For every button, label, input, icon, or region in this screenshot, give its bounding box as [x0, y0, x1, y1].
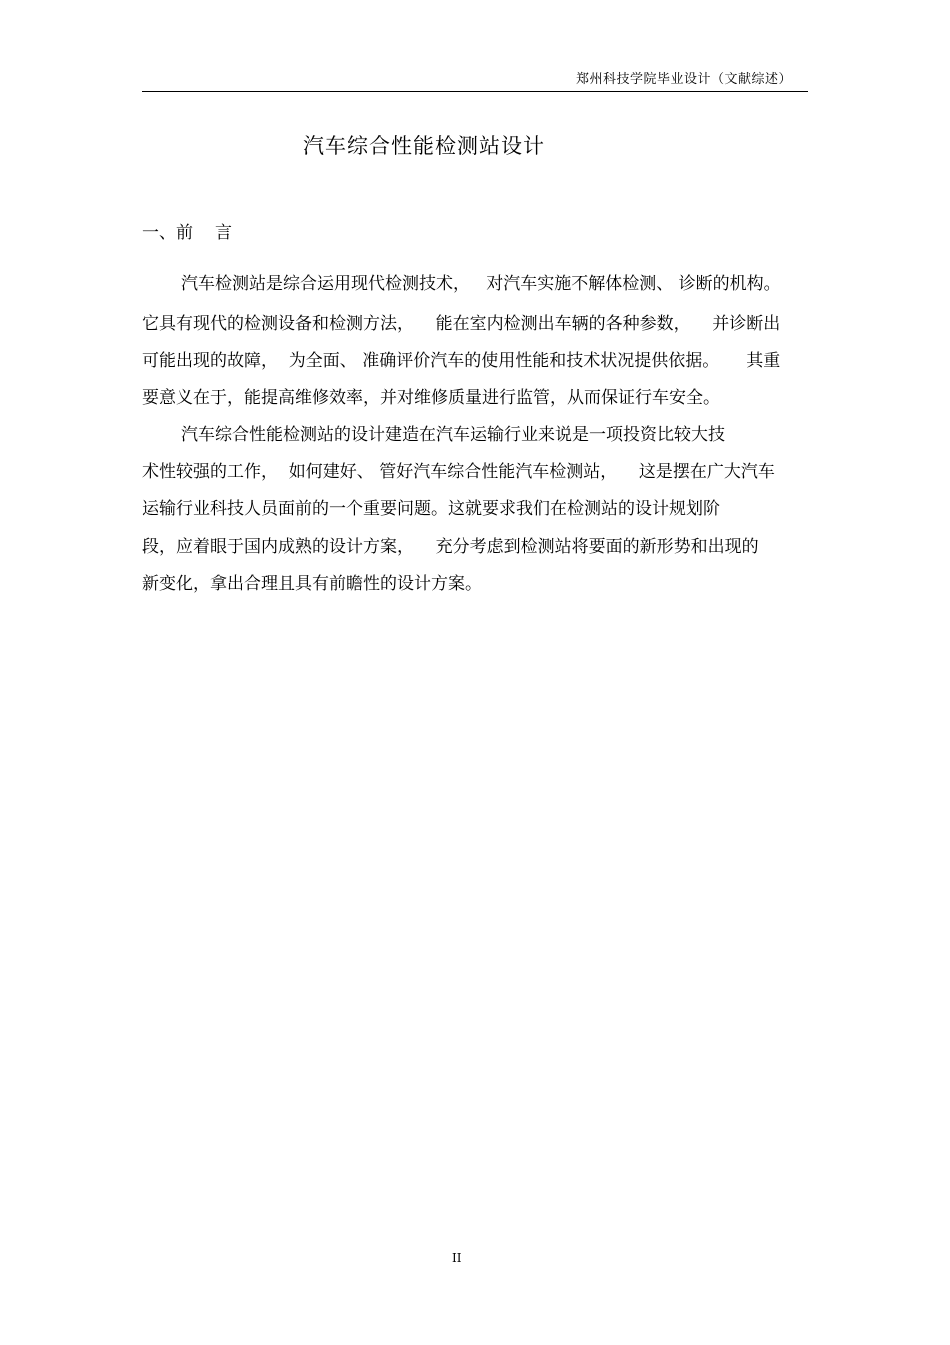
running-header: 郑州科技学院毕业设计（文献综述） — [575, 72, 792, 87]
header-rule — [142, 91, 808, 92]
section-heading — [142, 218, 232, 243]
page-number: II — [452, 1251, 462, 1265]
paragraph-line: 术性较强的工作， 如何建好、 管好汽车综合性能汽车检测站， 这是摆在广大汽车 — [142, 462, 775, 482]
paragraph-line: 运输行业科技人员面前的一个重要问题。这就要求我们在检测站的设计规划阶 — [142, 499, 720, 519]
paragraph-line: 汽车综合性能检测站的设计建造在汽车运输行业来说是一项投资比较大技 — [181, 425, 725, 445]
paragraph-line: 汽车检测站是综合运用现代检测技术， 对汽车实施不解体检测、 诊断的机构。 — [181, 274, 781, 294]
section-heading-left: 前 — [176, 223, 193, 243]
paragraph-line: 段，应着眼于国内成熟的设计方案， 充分考虑到检测站将要面的新形势和出现的 — [142, 537, 759, 557]
section-heading-right: 言 — [215, 223, 232, 243]
paragraph-line: 可能出现的故障， 为全面、 准确评价汽车的使用性能和技术状况提供依据。 其重 — [142, 351, 781, 371]
section-number: 一、 — [142, 223, 176, 243]
paragraph-line: 新变化，拿出合理且具有前瞻性的设计方案。 — [142, 574, 482, 594]
paragraph-line: 要意义在于，能提高维修效率，并对维修质量进行监管，从而保证行车安全。 — [142, 388, 720, 408]
paragraph-line: 它具有现代的检测设备和检测方法， 能在室内检测出车辆的各种参数， 并诊断出 — [142, 314, 781, 334]
document-title: 汽车综合性能检测站设计 — [303, 134, 545, 158]
